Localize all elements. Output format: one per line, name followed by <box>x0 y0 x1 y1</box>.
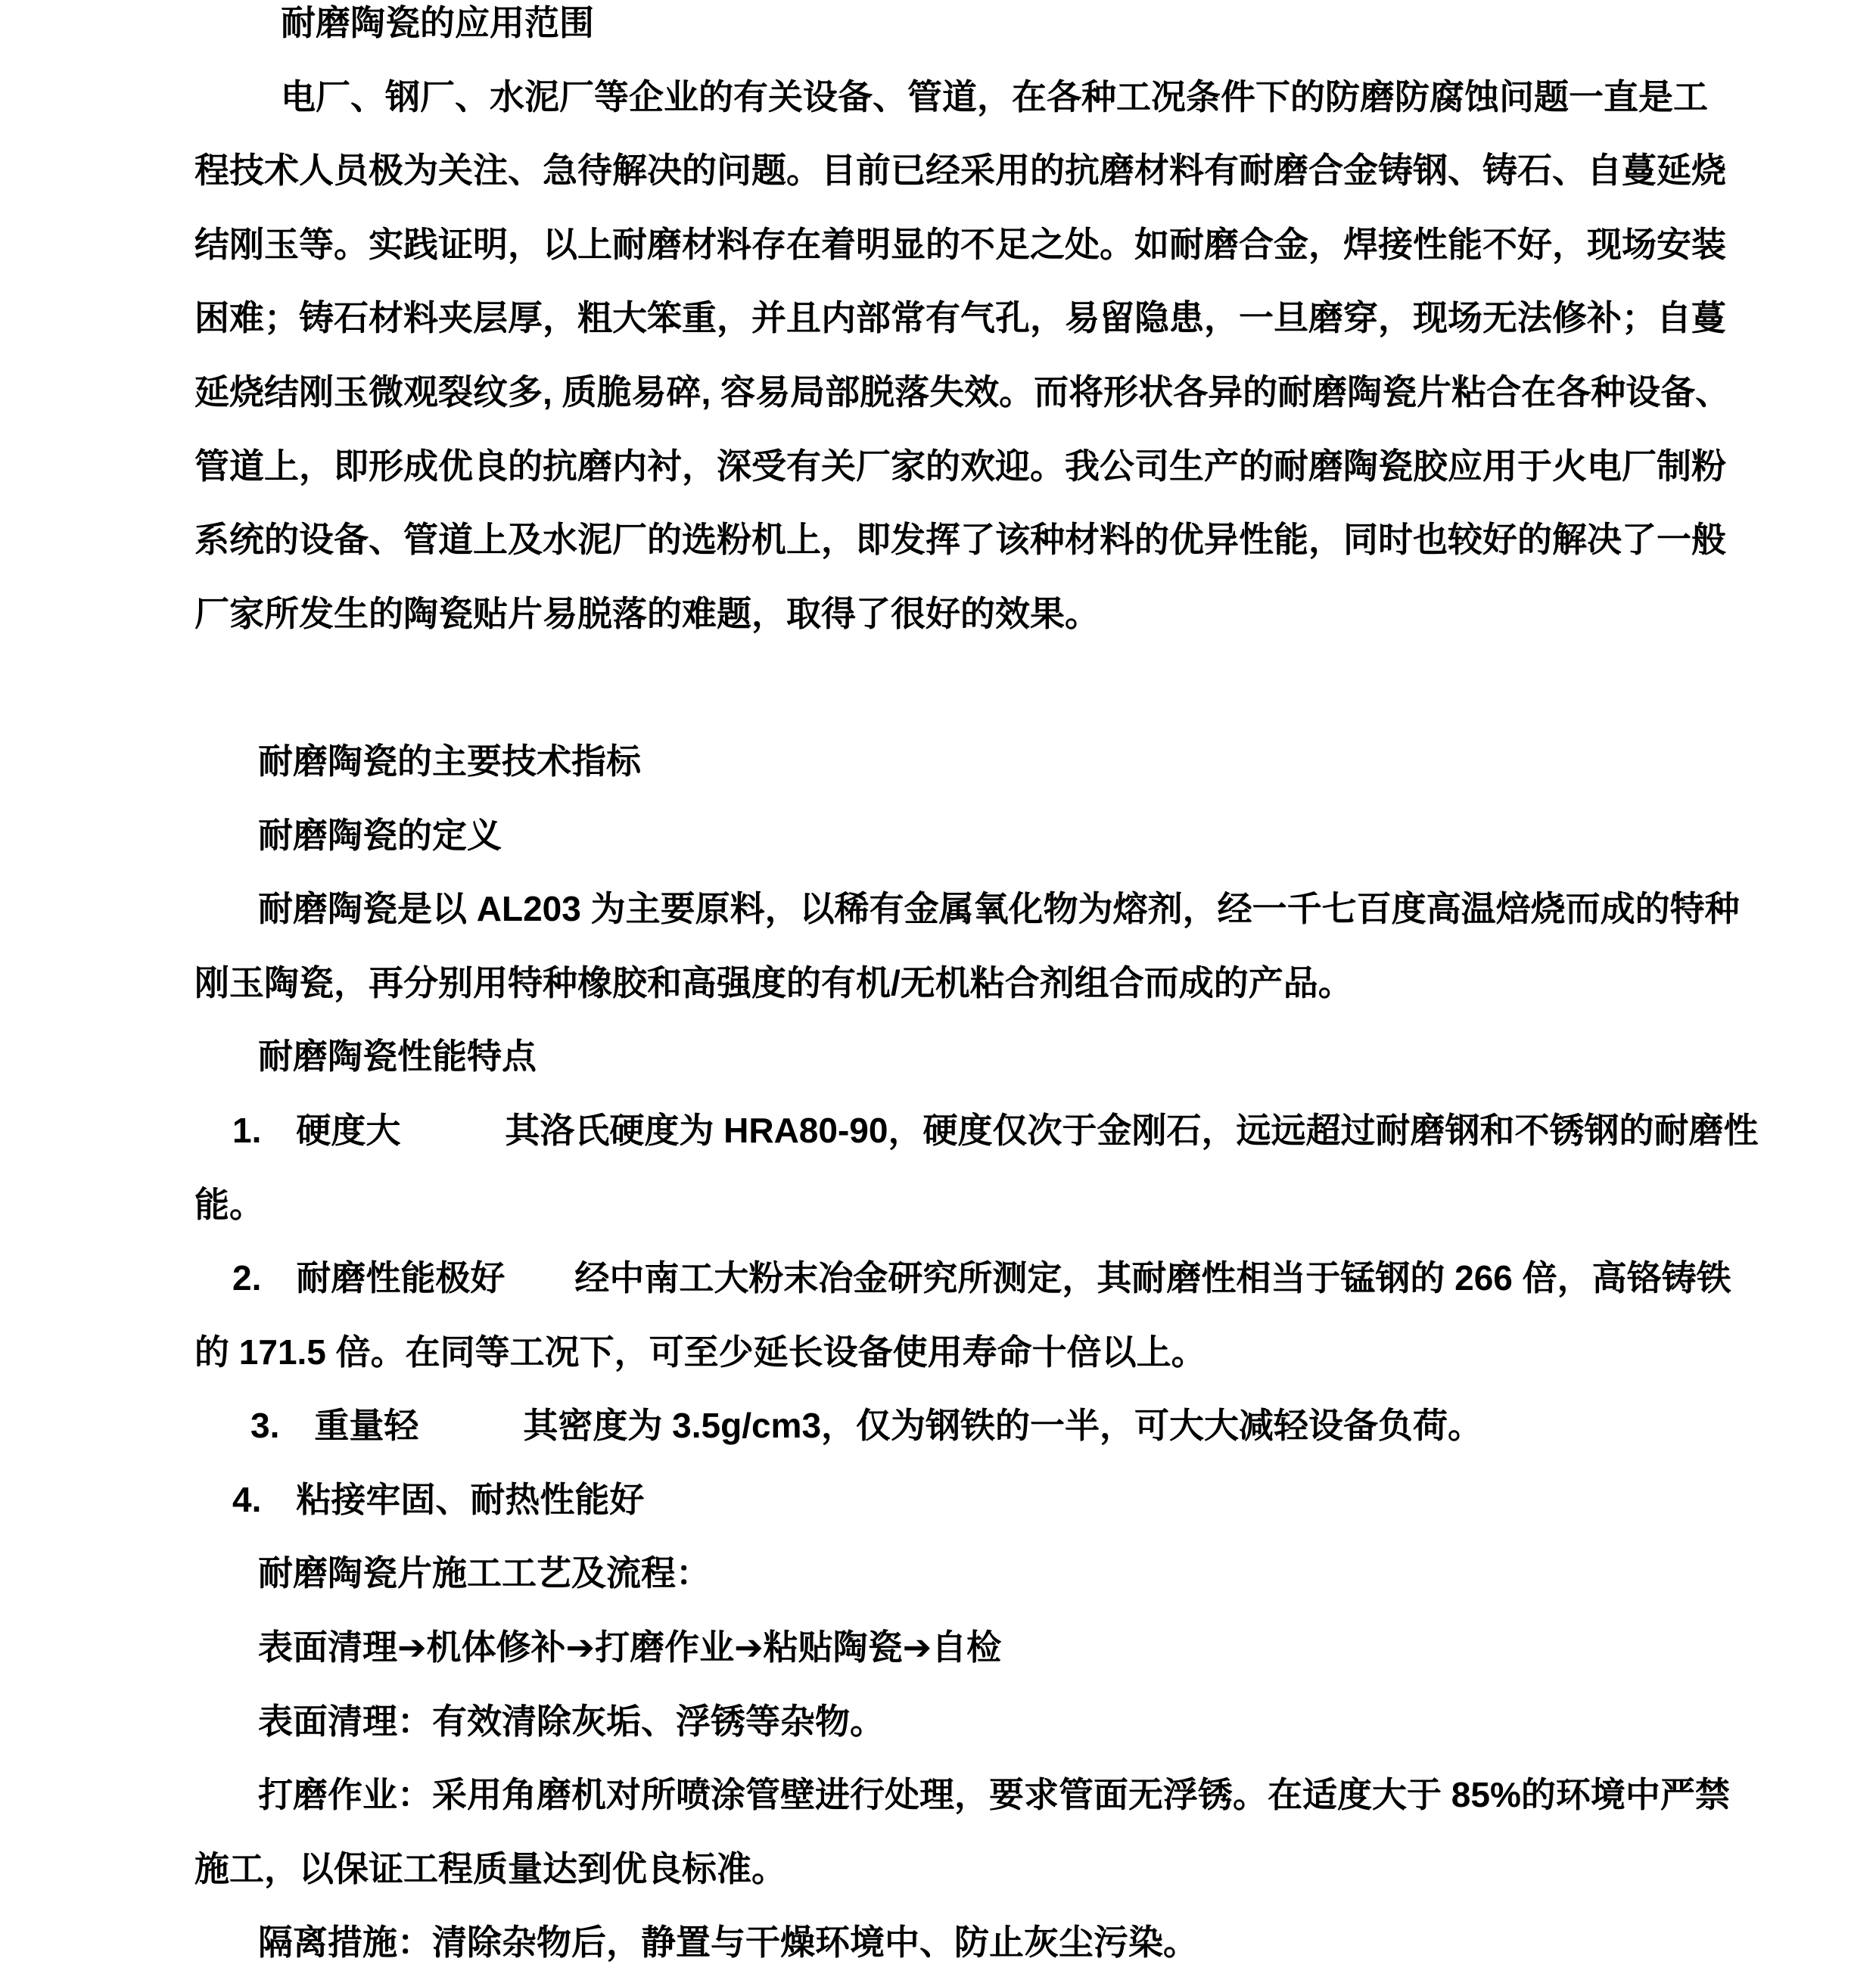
paragraph-line: 困难；铸石材料夹层厚，粗大笨重，并且内部常有气孔，易留隐患，一旦磨穿，现场无法修补；自蔓 <box>194 298 1726 338</box>
list-item-light-weight: 3. 重量轻 其密度为 3.5g/cm3，仅为钢铁的一半，可大大减轻设备负荷。 <box>250 1406 1483 1446</box>
page-title-application-scope: 耐磨陶瓷的应用范围 <box>281 3 594 42</box>
paragraph-line: 耐磨陶瓷是以 AL203 为主要原料，以稀有金属氧化物为熔剂，经一千七百度高温焙烧而成的特种 <box>258 889 1740 929</box>
heading-definition: 耐磨陶瓷的定义 <box>258 815 502 855</box>
paragraph-line: 结刚玉等。实践证明，以上耐磨材料存在着明显的不足之处。如耐磨合金，焊接性能不好，现场安装 <box>194 224 1726 264</box>
paragraph-line: 程技术人员极为关注、急待解决的问题。目前已经采用的抗磨材料有耐磨合金铸钢、铸石、自蔓延烧 <box>194 151 1726 191</box>
paragraph-line: 管道上，即形成优良的抗磨内衬，深受有关厂家的欢迎。我公司生产的耐磨陶瓷胶应用于火电厂制粉 <box>194 446 1726 486</box>
paragraph-line: 的 171.5 倍。在同等工况下，可至少延长设备使用寿命十倍以上。 <box>194 1332 1206 1372</box>
list-item-bonding: 4. 粘接牢固、耐热性能好 <box>232 1479 645 1519</box>
paragraph-line: 能。 <box>194 1184 264 1224</box>
heading-process-flow: 耐磨陶瓷片施工工艺及流程： <box>258 1553 711 1593</box>
heading-performance-features: 耐磨陶瓷性能特点 <box>258 1037 537 1077</box>
paragraph-line: 施工，以保证工程质量达到优良标准。 <box>194 1848 786 1888</box>
paragraph-line: 隔离措施：清除杂物后，静置与干燥环境中、防止灰尘污染。 <box>258 1922 1198 1963</box>
paragraph-line: 系统的设备、管道上及水泥厂的选粉机上，即发挥了该种材料的优异性能，同时也较好的解决了一般 <box>194 520 1726 560</box>
paragraph-line: 延烧结刚玉微观裂纹多, 质脆易碎, 容易局部脱落失效。而将形状各异的耐磨陶瓷片粘合在各种设备、 <box>194 371 1731 412</box>
paragraph-line: 刚玉陶瓷，再分别用特种橡胶和高强度的有机/无机粘合剂组合而成的产品。 <box>194 962 1353 1002</box>
paragraph-line: 电厂、钢厂、水泥厂等企业的有关设备、管道，在各种工况条件下的防磨防腐蚀问题一直是工 <box>281 76 1708 117</box>
heading-technical-specs: 耐磨陶瓷的主要技术指标 <box>258 741 641 781</box>
list-item-hardness: 1. 硬度大 其洛氏硬度为 HRA80-90，硬度仅次于金刚石，远远超过耐磨钢和不锈钢的耐磨性 <box>232 1110 1759 1150</box>
blank-line <box>194 651 1784 725</box>
paragraph-line: 打磨作业：采用角磨机对所喷涂管壁进行处理，要求管面无浮锈。在适度大于 85%的环境中严禁 <box>258 1775 1730 1815</box>
process-flow-line: 表面清理➔机体修补➔打磨作业➔粘贴陶瓷➔自检 <box>258 1627 1002 1668</box>
paragraph-line: 厂家所发生的陶瓷贴片易脱落的难题，取得了很好的效果。 <box>194 593 1100 633</box>
paragraph-line: 表面清理：有效清除灰垢、浮锈等杂物。 <box>258 1701 885 1741</box>
document-body <box>194 0 1784 1980</box>
list-item-wear-resistance: 2. 耐磨性能极好 经中南工大粉末冶金研究所测定，其耐磨性相当于锰钢的 266 倍，高铬铸铁 <box>232 1258 1731 1298</box>
